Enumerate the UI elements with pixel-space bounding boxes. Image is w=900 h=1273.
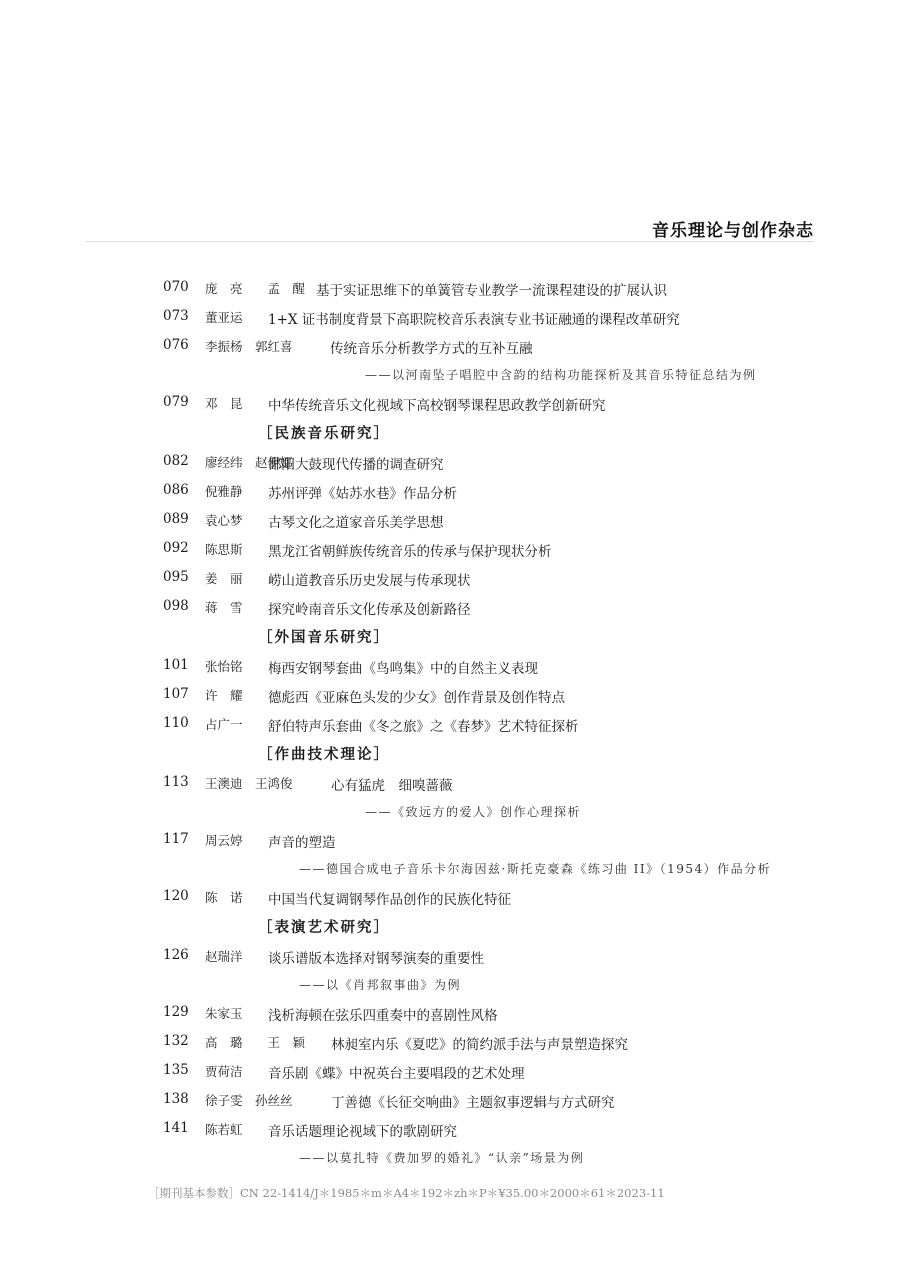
table-of-contents (0, 276, 900, 1174)
page-number: 120 (163, 888, 189, 904)
article-title: 1+X 证书制度背景下高职院校音乐表演专业书证融通的课程改革研究 (268, 312, 680, 328)
journal-parameters-footer: ［期刊基本参数］CN 22-1414/J＊1985＊m＊A4＊192＊zh＊P＊¥35.00＊2000＊61＊2023-11 (148, 1186, 665, 1200)
article-title: 基于实证思维下的单簧管专业教学一流课程建设的扩展认识 (316, 283, 667, 299)
article-title: 中华传统音乐文化视域下高校钢琴课程思政教学创新研究 (268, 398, 606, 414)
toc-entry (0, 712, 900, 741)
page-number: 113 (163, 774, 189, 790)
toc-section-heading (0, 624, 900, 654)
toc-entry (0, 508, 900, 537)
toc-entry (0, 1117, 900, 1146)
article-authors: 占广一 (205, 717, 243, 732)
article-title: 谈乐谱版本选择对钢琴演奏的重要性 (268, 951, 484, 967)
toc-section-heading (0, 420, 900, 450)
article-title: 音乐剧《蝶》中祝英台主要唱段的艺术处理 (268, 1066, 525, 1082)
article-authors: 陈 诺 (205, 890, 243, 905)
toc-entry (0, 1001, 900, 1030)
article-authors: 朱家玉 (205, 1006, 243, 1021)
article-title: 林昶室内乐《夏呓》的简约派手法与声景塑造探究 (331, 1037, 628, 1053)
article-subtitle: ——以莫扎特《费加罗的婚礼》“认亲”场景为例 (299, 1151, 585, 1165)
toc-entry (0, 334, 900, 363)
article-subtitle: ——以《肖邦叙事曲》为例 (299, 978, 462, 992)
page-number: 073 (163, 308, 189, 324)
toc-entry (0, 450, 900, 479)
toc-entry (0, 1088, 900, 1117)
article-title: 音乐话题理论视域下的歌剧研究 (268, 1124, 457, 1140)
toc-section-heading (0, 741, 900, 771)
toc-entry (0, 885, 900, 914)
toc-entry (0, 595, 900, 624)
article-subtitle: ——德国合成电子音乐卡尔海因兹·斯托克豪森《练习曲 II》（1954）作品分析 (299, 862, 772, 876)
section-title: ［作曲技术理论］ (258, 746, 390, 763)
toc-entry (0, 305, 900, 334)
article-authors: 倪雅静 (205, 484, 243, 499)
page-number: 126 (163, 947, 189, 963)
article-title: 古琴文化之道家音乐美学思想 (268, 515, 444, 531)
article-authors: 许 耀 (205, 688, 243, 703)
article-title: 声音的塑造 (268, 835, 336, 851)
page-number: 117 (163, 831, 189, 847)
article-title: 传统音乐分析教学方式的互补互融 (330, 341, 533, 357)
section-title: ［外国音乐研究］ (258, 629, 390, 646)
page-number: 132 (163, 1033, 189, 1049)
toc-entry (0, 276, 900, 305)
toc-entry (0, 566, 900, 595)
article-subtitle: ——以河南坠子唱腔中含韵的结构功能探析及其音乐特征总结为例 (365, 368, 757, 382)
article-authors: 徐子雯 孙丝丝 (205, 1093, 293, 1108)
article-title: 崂山道教音乐历史发展与传承现状 (268, 573, 471, 589)
article-authors: 高 璐 王 颖 (205, 1035, 306, 1050)
section-title: ［表演艺术研究］ (258, 919, 390, 936)
article-authors: 周云婷 (205, 833, 243, 848)
page-number: 141 (163, 1120, 189, 1136)
toc-entry (0, 771, 900, 800)
section-title: ［民族音乐研究］ (258, 425, 390, 442)
article-authors: 董亚运 (205, 310, 243, 325)
article-authors: 姜 丽 (205, 571, 243, 586)
page-number: 082 (163, 453, 189, 469)
toc-entry (0, 683, 900, 712)
article-authors: 王澳迪 王鸿俊 (205, 776, 293, 791)
article-authors: 蒋 雪 (205, 600, 243, 615)
article-authors: 陈思斯 (205, 542, 243, 557)
page-number: 092 (163, 540, 189, 556)
toc-entry (0, 1030, 900, 1059)
page-number: 138 (163, 1091, 189, 1107)
toc-entry (0, 1059, 900, 1088)
toc-entry (0, 479, 900, 508)
toc-entry (0, 537, 900, 566)
toc-entry (0, 828, 900, 857)
page-number: 095 (163, 569, 189, 585)
article-title: 丁善德《长征交响曲》主题叙事逻辑与方式研究 (331, 1095, 615, 1111)
toc-entry (0, 654, 900, 683)
article-authors: 陈若虹 (205, 1122, 243, 1137)
article-title: 浅析海顿在弦乐四重奏中的喜剧性风格 (268, 1008, 498, 1024)
page-number: 135 (163, 1062, 189, 1078)
page-number: 070 (163, 279, 189, 295)
article-authors: 赵瑞洋 (205, 949, 243, 964)
page-number: 086 (163, 482, 189, 498)
journal-title: 音乐理论与创作杂志 (652, 221, 814, 241)
article-title: 舒伯特声乐套曲《冬之旅》之《春梦》艺术特征探析 (268, 719, 579, 735)
article-authors: 张怡铭 (205, 659, 243, 674)
article-authors: 庞 亮 孟 醒 (205, 281, 306, 296)
toc-subtitle-row (0, 800, 900, 828)
page-number: 076 (163, 337, 189, 353)
article-authors: 廖经纬 赵伊娜 (205, 455, 293, 470)
page-number: 107 (163, 686, 189, 702)
article-authors: 袁心梦 (205, 513, 243, 528)
article-title: 探究岭南音乐文化传承及创新路径 (268, 602, 471, 618)
article-authors: 贾荷洁 (205, 1064, 243, 1079)
toc-subtitle-row (0, 1146, 900, 1174)
page-number: 129 (163, 1004, 189, 1020)
toc-subtitle-row (0, 363, 900, 391)
article-subtitle: ——《致远方的爱人》创作心理探析 (365, 805, 582, 819)
page-number: 079 (163, 394, 189, 410)
article-title: 德彪西《亚麻色头发的少女》创作背景及创作特点 (268, 690, 565, 706)
page-number: 098 (163, 598, 189, 614)
article-title: 心有猛虎 细嗅蔷薇 (331, 778, 453, 794)
article-title: 苏州评弹《姑苏水巷》作品分析 (268, 486, 457, 502)
article-title: 鄱阳大鼓现代传播的调查研究 (268, 457, 444, 473)
toc-entry (0, 944, 900, 973)
article-title: 黑龙江省朝鲜族传统音乐的传承与保护现状分析 (268, 544, 552, 560)
toc-subtitle-row (0, 857, 900, 885)
toc-subtitle-row (0, 973, 900, 1001)
page-number: 089 (163, 511, 189, 527)
page-number: 110 (163, 715, 189, 731)
article-authors: 李振杨 郭红喜 (205, 339, 293, 354)
toc-section-heading (0, 914, 900, 944)
article-title: 梅西安钢琴套曲《鸟鸣集》中的自然主义表现 (268, 661, 538, 677)
header-divider (86, 241, 814, 242)
page-number: 101 (163, 657, 189, 673)
article-title: 中国当代复调钢琴作品创作的民族化特征 (268, 892, 511, 908)
toc-entry (0, 391, 900, 420)
article-authors: 邓 昆 (205, 396, 243, 411)
